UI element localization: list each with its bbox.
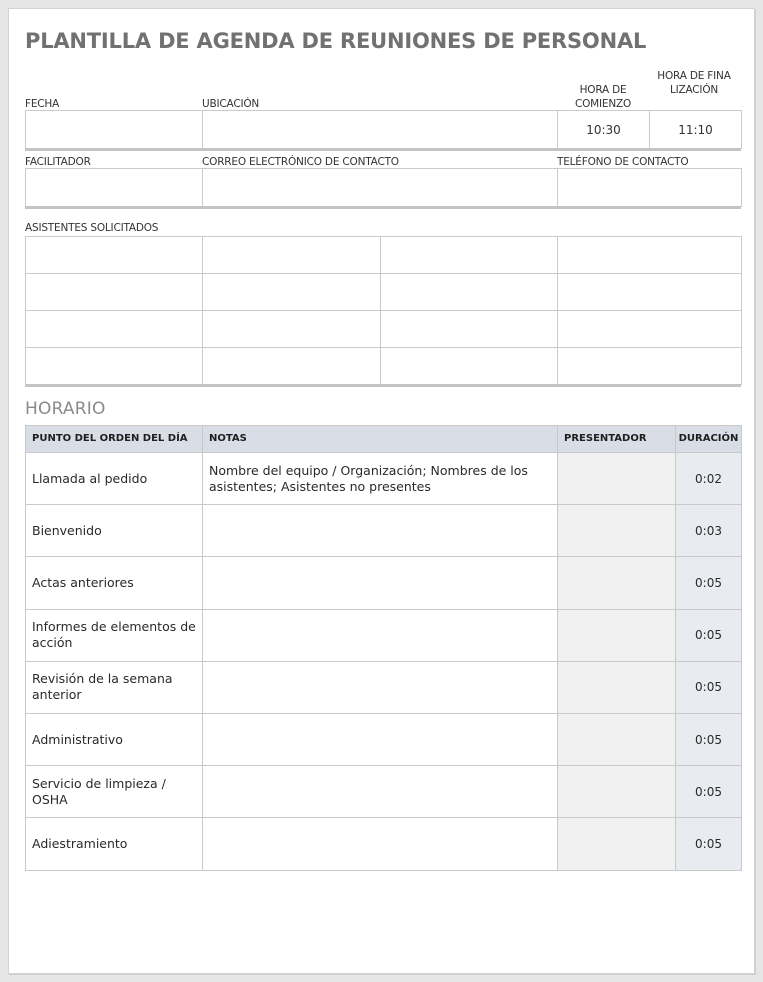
attendee-field[interactable]	[381, 311, 558, 348]
column-header-notes: NOTAS	[203, 426, 558, 453]
duration-cell[interactable]: 0:02	[676, 453, 742, 505]
notes-cell[interactable]	[203, 661, 558, 713]
duration-cell[interactable]: 0:05	[676, 557, 742, 609]
table-row	[26, 505, 742, 557]
divider	[25, 206, 741, 209]
notes-cell[interactable]	[203, 557, 558, 609]
presenter-cell[interactable]	[558, 661, 676, 713]
email-label: CORREO ELECTRÓNICO DE CONTACTO	[202, 156, 399, 168]
end-time-label: HORA DE FINALIZACIÓN	[657, 70, 731, 96]
attendee-field[interactable]	[558, 274, 742, 311]
presenter-cell[interactable]	[558, 557, 676, 609]
attendee-field[interactable]	[26, 274, 203, 311]
column-header-presenter: PRESENTADOR	[558, 426, 676, 453]
contact-info-table	[25, 168, 742, 207]
agenda-item-cell[interactable]: Bienvenido	[26, 505, 203, 557]
presenter-cell[interactable]	[558, 818, 676, 870]
agenda-item-cell[interactable]: Llamada al pedido	[26, 453, 203, 505]
attendee-field[interactable]	[26, 348, 203, 385]
facilitator-label: FACILITADOR	[25, 156, 91, 168]
notes-cell[interactable]	[203, 505, 558, 557]
attendees-table	[25, 236, 742, 385]
agenda-item-cell[interactable]: Revisión de la semana anterior	[26, 661, 203, 713]
date-label: FECHA	[25, 98, 60, 110]
phone-field[interactable]	[558, 169, 742, 207]
email-field[interactable]	[203, 169, 558, 207]
agenda-item-cell[interactable]: Administrativo	[26, 713, 203, 765]
schedule-table	[25, 425, 742, 871]
attendee-field[interactable]	[381, 237, 558, 274]
column-header-duration: DURACIÓN	[676, 426, 742, 453]
notes-cell[interactable]: Nombre del equipo / Organización; Nombres de los asistentes; Asistentes no presentes	[203, 453, 558, 505]
presenter-cell[interactable]	[558, 713, 676, 765]
agenda-item-cell[interactable]: Servicio de limpieza / OSHA	[26, 766, 203, 818]
notes-cell[interactable]	[203, 609, 558, 661]
presenter-cell[interactable]	[558, 505, 676, 557]
presenter-cell[interactable]	[558, 766, 676, 818]
duration-cell[interactable]: 0:05	[676, 609, 742, 661]
table-row	[26, 453, 742, 505]
attendees-label: ASISTENTES SOLICITADOS	[25, 222, 159, 234]
table-row	[26, 609, 742, 661]
attendee-field[interactable]	[26, 237, 203, 274]
duration-cell[interactable]: 0:03	[676, 505, 742, 557]
divider	[25, 384, 741, 387]
agenda-item-cell[interactable]: Adiestramiento	[26, 818, 203, 870]
start-time-label: HORA DE COMIENZO	[574, 84, 632, 110]
notes-cell[interactable]	[203, 766, 558, 818]
location-label: UBICACIÓN	[202, 98, 260, 110]
document-page	[8, 8, 755, 974]
table-row	[26, 661, 742, 713]
attendee-field[interactable]	[558, 311, 742, 348]
presenter-cell[interactable]	[558, 609, 676, 661]
phone-label: TELÉFONO DE CONTACTO	[557, 156, 689, 168]
facilitator-field[interactable]	[26, 169, 203, 207]
table-row	[26, 557, 742, 609]
agenda-item-cell[interactable]: Actas anteriores	[26, 557, 203, 609]
attendee-field[interactable]	[558, 237, 742, 274]
location-field[interactable]	[203, 111, 558, 149]
attendee-field[interactable]	[381, 348, 558, 385]
notes-cell[interactable]	[203, 713, 558, 765]
end-time-field[interactable]: 11:10	[650, 111, 742, 149]
schedule-header-row	[26, 426, 742, 453]
divider	[25, 148, 741, 151]
meeting-info-table	[25, 110, 742, 149]
duration-cell[interactable]: 0:05	[676, 818, 742, 870]
schedule-section-title: HORARIO	[25, 399, 106, 419]
start-time-field[interactable]: 10:30	[558, 111, 650, 149]
notes-cell[interactable]	[203, 818, 558, 870]
attendee-field[interactable]	[381, 274, 558, 311]
table-row	[26, 818, 742, 870]
page-title: PLANTILLA DE AGENDA DE REUNIONES DE PERSONAL	[25, 29, 647, 53]
agenda-item-cell[interactable]: Informes de elementos de acción	[26, 609, 203, 661]
column-header-item: PUNTO DEL ORDEN DEL DÍA	[26, 426, 203, 453]
table-row	[26, 766, 742, 818]
attendee-field[interactable]	[203, 274, 381, 311]
presenter-cell[interactable]	[558, 453, 676, 505]
table-row	[26, 713, 742, 765]
attendee-field[interactable]	[203, 237, 381, 274]
attendee-field[interactable]	[558, 348, 742, 385]
attendee-field[interactable]	[203, 311, 381, 348]
attendee-field[interactable]	[203, 348, 381, 385]
attendee-field[interactable]	[26, 311, 203, 348]
date-field[interactable]	[26, 111, 203, 149]
duration-cell[interactable]: 0:05	[676, 713, 742, 765]
duration-cell[interactable]: 0:05	[676, 661, 742, 713]
duration-cell[interactable]: 0:05	[676, 766, 742, 818]
